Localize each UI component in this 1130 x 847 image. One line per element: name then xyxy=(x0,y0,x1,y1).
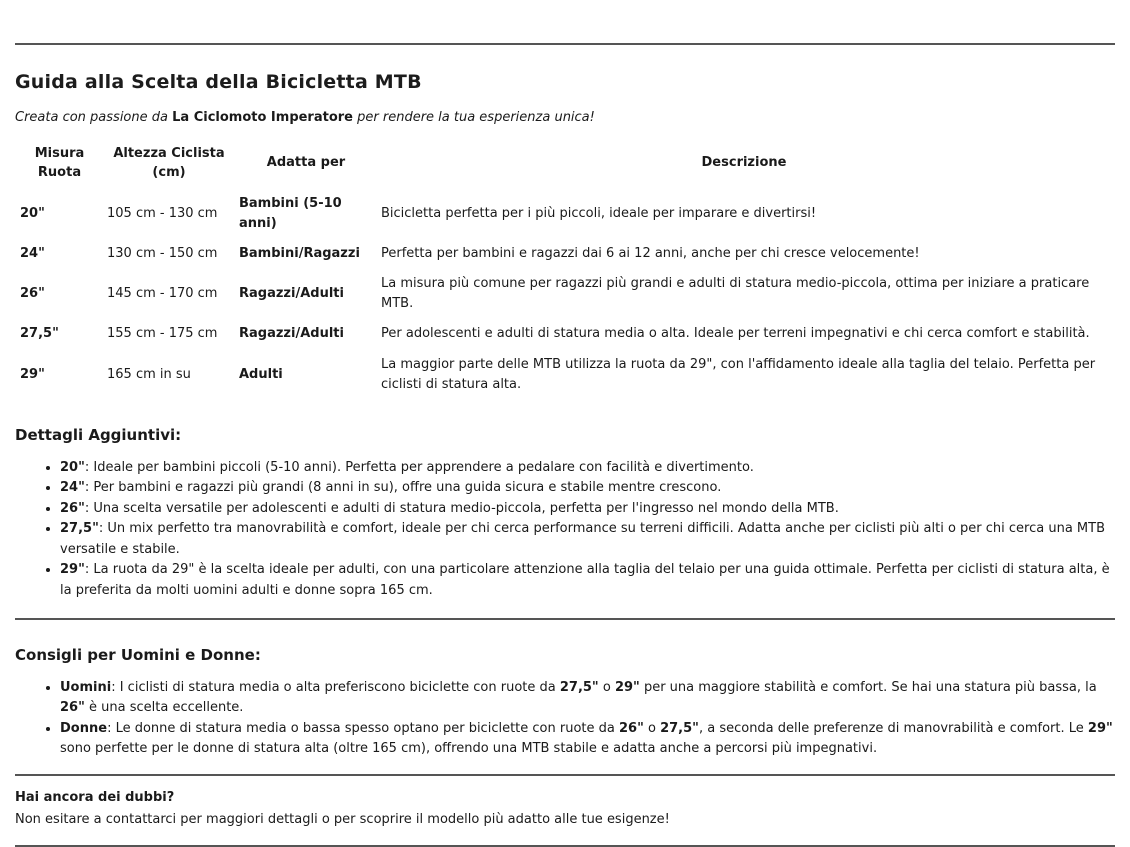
subtitle-suffix: per rendere la tua esperienza unica! xyxy=(353,110,595,125)
list-item-text: è una scelta eccellente. xyxy=(84,700,244,716)
list-item-bold-text: Uomini xyxy=(60,679,112,695)
list-item-text: : Una scelta versatile per adolescenti e adulti di statura medio-piccola, perfetta per l'ingresso nel mondo della MTB. xyxy=(84,500,839,516)
list-item-text: o xyxy=(643,720,661,736)
list-item-text: : Ideale per bambini piccoli (5-10 anni). Perfetta per apprendere a pedalare con facilità e divertimento. xyxy=(84,459,754,475)
list-item-text: per una maggiore stabilità e comfort. Se hai una statura più bassa, la xyxy=(639,679,1097,695)
list-item-bold-text: 26" xyxy=(60,500,85,516)
table-header-row xyxy=(15,139,1115,189)
consigli-heading: Consigli per Uomini e Donne: xyxy=(15,645,261,664)
list-item-text: o xyxy=(598,679,615,695)
page-title: Guida alla Scelta della Bicicletta MTB xyxy=(15,71,422,93)
table-header xyxy=(15,139,1115,189)
cell-adatta: Bambini (5-10 anni) xyxy=(239,195,342,231)
cell-altezza: 145 cm - 170 cm xyxy=(107,286,218,302)
list-item xyxy=(60,478,1115,499)
cell-descrizione: La misura più comune per ragazzi più grandi e adulti di statura medio-piccola, ottima per iniziare a praticare MTB. xyxy=(381,276,1090,312)
table-body xyxy=(15,189,1115,400)
column-header-adatta-per: Adatta per xyxy=(266,155,346,171)
footer-divider xyxy=(15,774,1115,776)
column-header-altezza-ciclista: Altezza Ciclista (cm) xyxy=(113,146,225,180)
cell-altezza: 155 cm - 175 cm xyxy=(107,326,218,342)
list-item-bold-text: 20" xyxy=(60,459,85,475)
cell-adatta: Ragazzi/Adulti xyxy=(239,326,344,342)
cell-misura: 26" xyxy=(20,286,45,302)
list-item-bold-text: 29" xyxy=(1087,720,1113,736)
list-item xyxy=(60,678,1115,719)
list-item-text: : La ruota da 29" è la scelta ideale per adulti, con una particolare attenzione alla taglia del telaio per una guida ottimale. Perfetta per ciclisti di statura alta, è la preferita da molti uomini adulti e donne sopra 165 cm. xyxy=(60,562,1110,598)
document-page xyxy=(0,43,1130,847)
cell-altezza: 165 cm in su xyxy=(107,366,191,382)
table-row xyxy=(15,239,1115,269)
list-item-bold-text: 26" xyxy=(60,700,85,716)
column-header-misura-ruota: Misura Ruota xyxy=(34,146,85,180)
cell-descrizione: Bicicletta perfetta per i più piccoli, ideale per imparare e divertirsi! xyxy=(381,205,817,221)
table-row xyxy=(15,319,1115,349)
list-item xyxy=(60,719,1115,760)
footer-question: Hai ancora dei dubbi? xyxy=(15,789,175,805)
list-item-text: : Le donne di statura media o bassa spesso optano per biciclette con ruote da xyxy=(107,720,619,736)
list-item-bold-text: 29" xyxy=(614,679,640,695)
list-item-bold-text: 26" xyxy=(619,720,644,736)
list-item-bold-text: Donne xyxy=(60,720,108,736)
list-item-bold-text: 29" xyxy=(60,562,85,578)
top-divider xyxy=(15,43,1115,45)
mid-divider xyxy=(15,618,1115,620)
list-item xyxy=(60,519,1115,560)
column-header-descrizione: Descrizione xyxy=(701,155,787,171)
details-list xyxy=(15,458,1115,602)
list-item-bold-text: 27,5" xyxy=(60,521,99,537)
footer-block xyxy=(15,788,1115,832)
brand-name: La Ciclomoto Imperatore xyxy=(172,110,353,125)
cell-altezza: 105 cm - 130 cm xyxy=(107,205,218,221)
cell-misura: 20" xyxy=(20,205,45,221)
list-item-bold-text: 27,5" xyxy=(660,720,699,736)
list-item-text: : I ciclisti di statura media o alta preferiscono biciclette con ruote da xyxy=(111,679,560,695)
cell-descrizione: Perfetta per bambini e ragazzi dai 6 ai 12 anni, anche per chi cresce velocemente! xyxy=(381,245,920,261)
cell-misura: 27,5" xyxy=(20,326,59,342)
details-heading: Dettagli Aggiuntivi: xyxy=(15,425,182,444)
cell-adatta: Bambini/Ragazzi xyxy=(239,245,360,261)
consigli-list xyxy=(15,678,1115,760)
cell-misura: 29" xyxy=(20,366,45,382)
cell-descrizione: La maggior parte delle MTB utilizza la ruota da 29", con l'affidamento ideale alla taglia del telaio. Perfetta per ciclisti di statura alta. xyxy=(381,356,1096,392)
cell-altezza: 130 cm - 150 cm xyxy=(107,245,218,261)
list-item-text: sono perfette per le donne di statura alta (oltre 165 cm), offrendo una MTB stabile e adatta anche a percorsi più impegnativi. xyxy=(60,741,878,757)
table-row xyxy=(15,350,1115,400)
list-item xyxy=(60,458,1115,479)
list-item-bold-text: 24" xyxy=(60,480,85,496)
list-item-bold-text: 27,5" xyxy=(559,679,599,695)
cell-adatta: Adulti xyxy=(239,366,283,382)
list-item xyxy=(60,499,1115,520)
list-item-text: : Per bambini e ragazzi più grandi (8 anni in su), offre una guida sicura e stabile mentre crescono. xyxy=(84,480,722,496)
table-row xyxy=(15,269,1115,319)
list-item-text: , a seconda delle preferenze di manovrabilità e comfort. Le xyxy=(698,720,1088,736)
cell-adatta: Ragazzi/Adulti xyxy=(239,286,344,302)
cell-descrizione: Per adolescenti e adulti di statura media o alta. Ideale per terreni impegnativi e chi cerca comfort e stabilità. xyxy=(381,326,1090,342)
footer-text: Non esitare a contattarci per maggiori dettagli o per scoprire il modello più adatto alle tue esigenze! xyxy=(15,812,670,828)
subtitle-prefix: Creata con passione da xyxy=(15,110,173,125)
table-row xyxy=(15,189,1115,239)
list-item xyxy=(60,560,1115,601)
wheel-size-table xyxy=(15,139,1115,400)
subtitle xyxy=(15,110,1115,125)
cell-misura: 24" xyxy=(20,245,45,261)
list-item-text: : Un mix perfetto tra manovrabilità e comfort, ideale per chi cerca performance su terreni difficili. Adatta anche per ciclisti più alti o per chi cerca una MTB versatile e stabile. xyxy=(60,521,1106,557)
